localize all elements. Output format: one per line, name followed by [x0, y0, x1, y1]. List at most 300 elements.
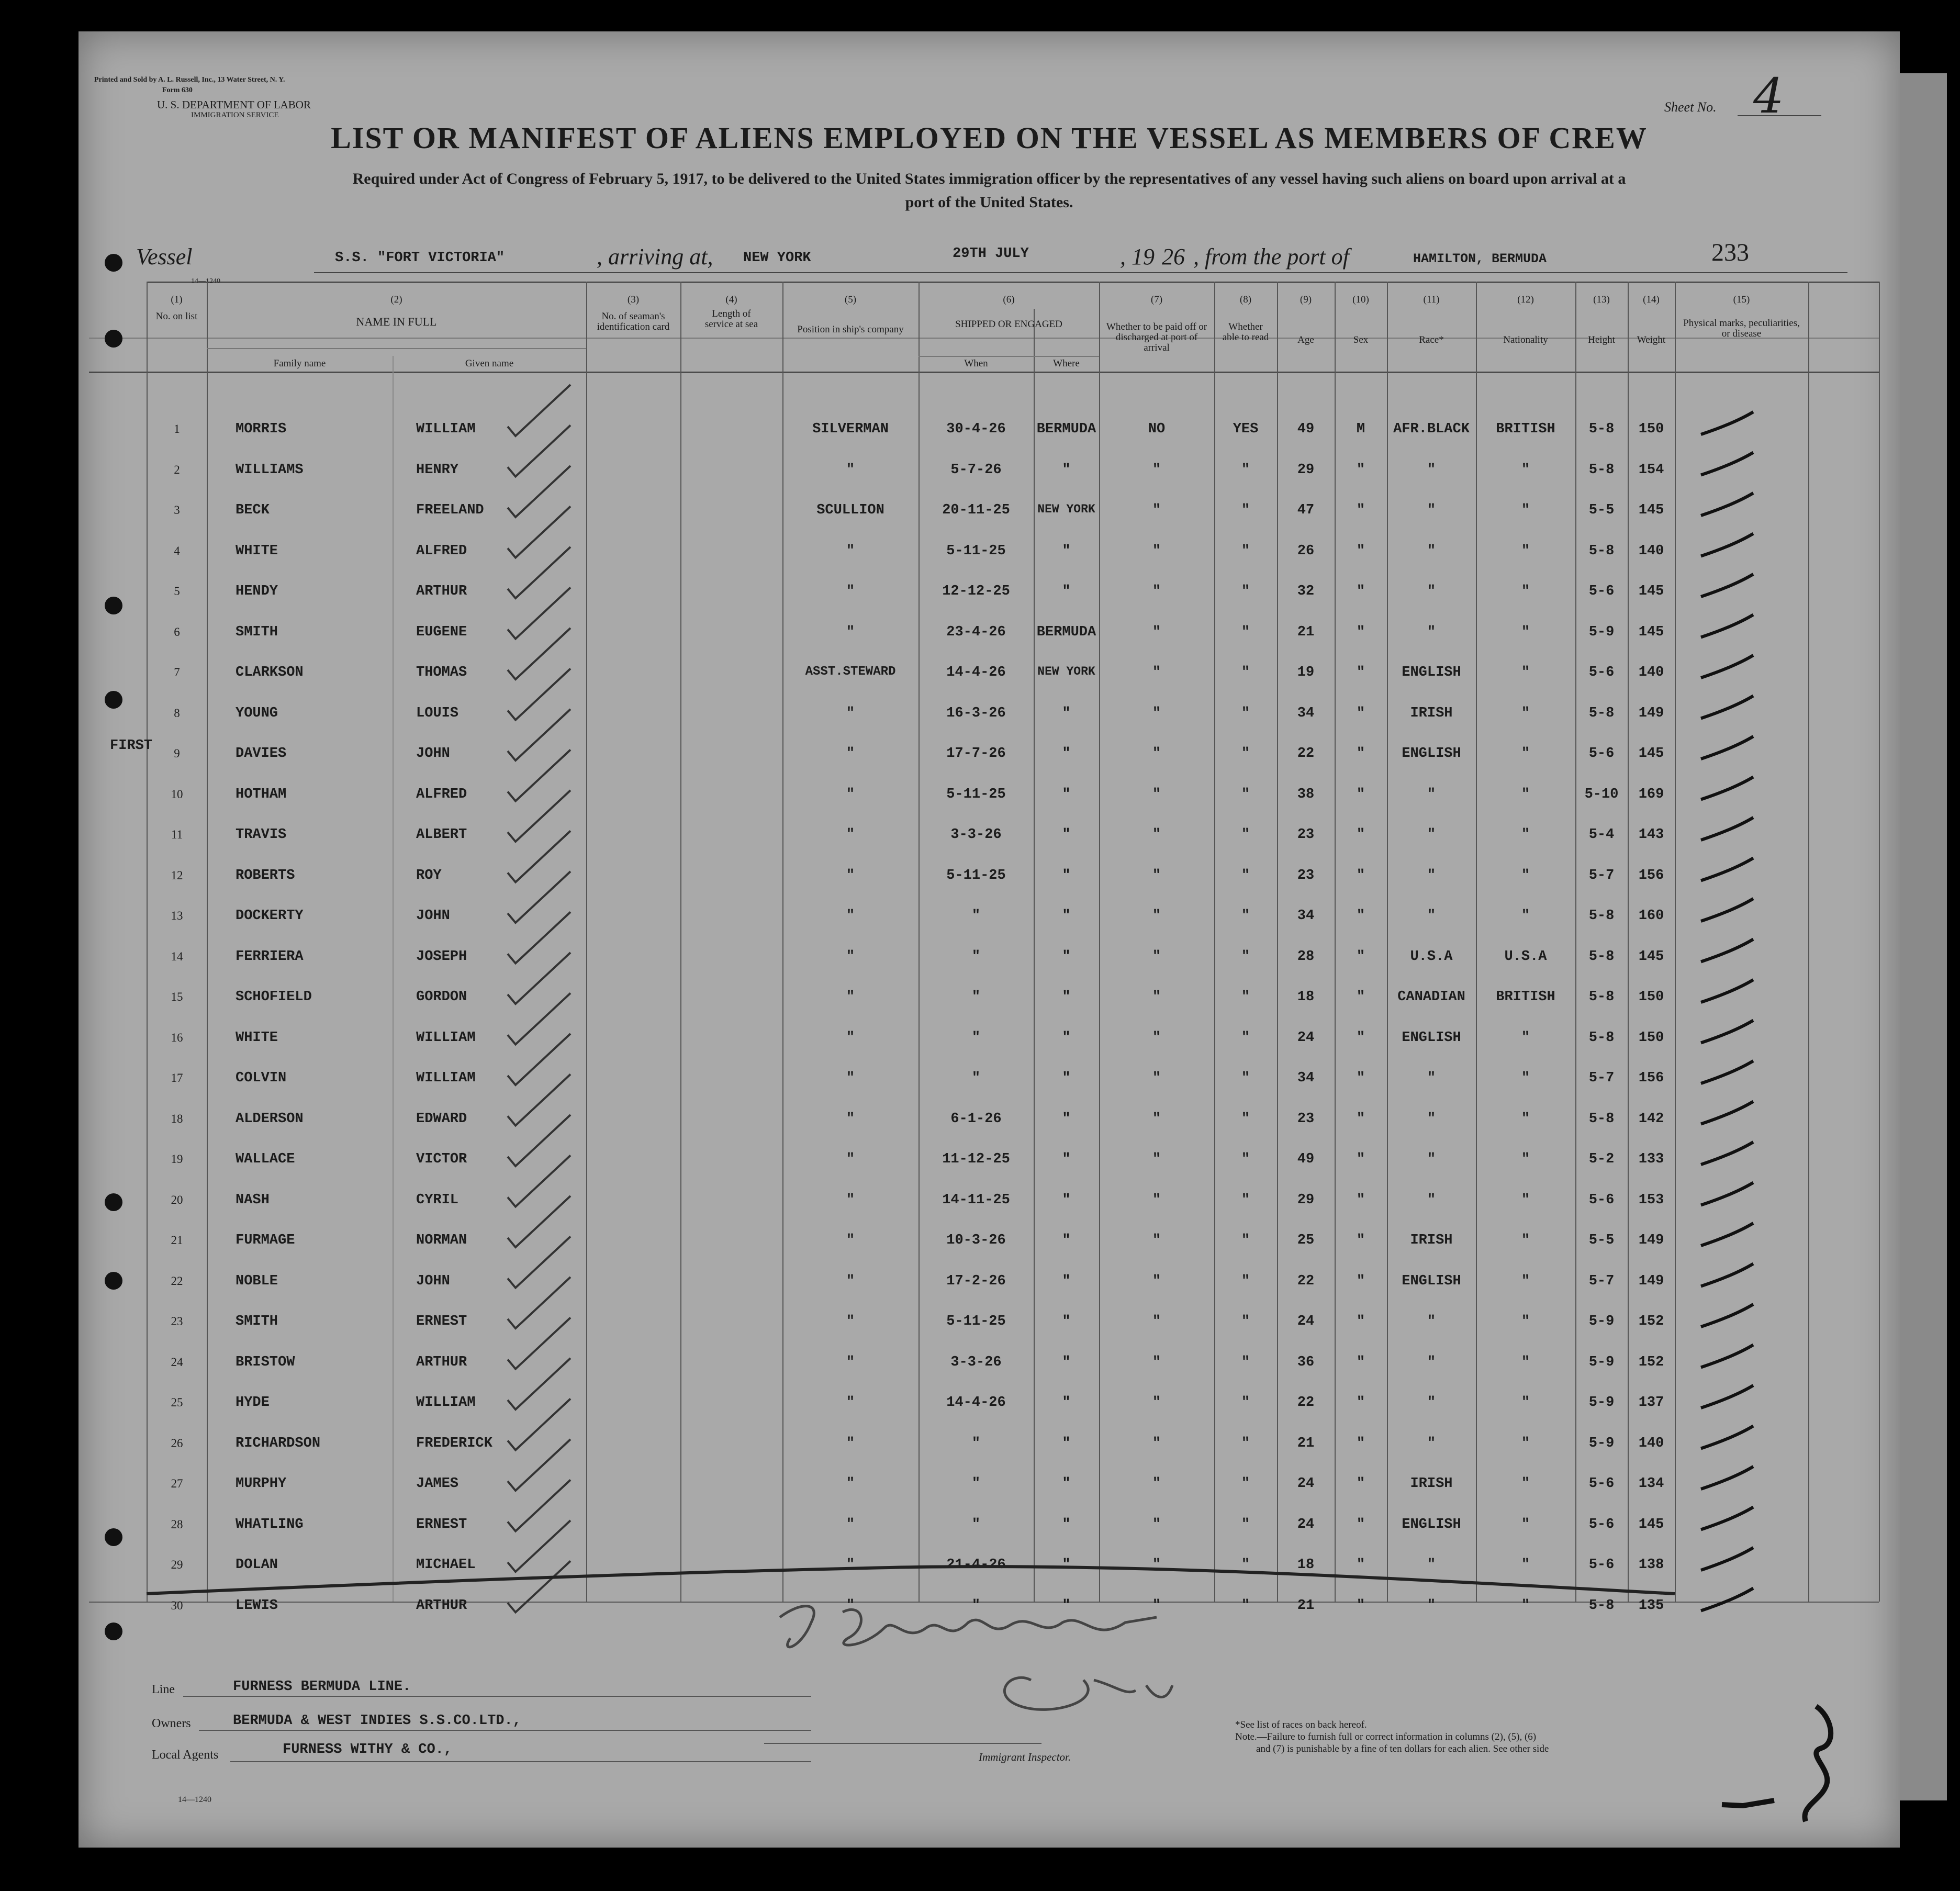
races-note: *See list of races on back hereof. — [1235, 1719, 1367, 1730]
cell-nat: " — [1521, 1192, 1530, 1208]
cell-position: " — [846, 1070, 855, 1086]
agents-underline — [230, 1761, 811, 1762]
cell-sex: " — [1356, 705, 1365, 721]
cell-paid: " — [1152, 502, 1161, 518]
cell-age: 21 — [1297, 1435, 1315, 1451]
cell-race: " — [1427, 1151, 1436, 1167]
cell-height: 5-8 — [1588, 462, 1615, 478]
margin-note: FIRST — [110, 738, 153, 754]
cell-nat: " — [1521, 1476, 1530, 1492]
where-header: Where — [1053, 358, 1080, 369]
cell-paid: " — [1152, 705, 1161, 721]
cell-nat: U.S.A — [1504, 948, 1547, 965]
margin-scribble — [1711, 1696, 1847, 1832]
departure-port: HAMILTON, BERMUDA — [1413, 251, 1547, 266]
cell-where: " — [1062, 1151, 1071, 1167]
agents-label: Local Agents — [152, 1748, 219, 1762]
family-name-header: Family name — [273, 358, 326, 369]
requirement-text-cont: port of the United States. — [905, 194, 1073, 211]
cell-when: 11-12-25 — [942, 1151, 1010, 1167]
cell-race: " — [1427, 1354, 1436, 1370]
arrival-date: 29TH JULY — [953, 246, 1029, 262]
cell-weight: 156 — [1638, 867, 1664, 883]
cell-height: 5-7 — [1588, 1070, 1615, 1086]
cell-family: ROBERTS — [236, 867, 295, 883]
cell-when: 3-3-26 — [950, 827, 1002, 843]
arriving-label: , arriving at, — [597, 244, 713, 270]
given-name-header: Given name — [465, 358, 514, 369]
cell-position: " — [846, 462, 855, 478]
cell-height: 5-4 — [1588, 827, 1615, 843]
cell-read: " — [1241, 1273, 1250, 1289]
col5-number: (5) — [844, 294, 857, 305]
cell-sex: " — [1356, 1395, 1365, 1411]
cell-height: 5-9 — [1588, 624, 1615, 640]
cell-paid: " — [1152, 1151, 1161, 1167]
cell-when: 10-3-26 — [946, 1233, 1006, 1248]
cell-when: 23-4-26 — [946, 624, 1006, 640]
cell-family: RICHARDSON — [236, 1435, 321, 1451]
cell-sex: " — [1356, 989, 1365, 1005]
cell-position: SILVERMAN — [812, 421, 889, 437]
cell-where: " — [1062, 1557, 1071, 1573]
cell-race: " — [1427, 462, 1436, 478]
cell-given: LOUIS — [416, 705, 459, 721]
cell-when: 14-4-26 — [946, 665, 1006, 680]
cell-where: " — [1062, 462, 1071, 478]
cell-weight: 145 — [1638, 502, 1664, 518]
cell-weight: 138 — [1638, 1557, 1664, 1573]
cell-read: " — [1241, 1030, 1250, 1046]
cell-family: NOBLE — [236, 1273, 278, 1289]
cell-paid: " — [1152, 584, 1161, 599]
cell-given: ARTHUR — [416, 584, 467, 599]
cell-where: " — [1062, 948, 1071, 965]
cell-paid: " — [1152, 786, 1161, 802]
col4-number: (4) — [725, 294, 737, 305]
cell-given: JAMES — [416, 1476, 459, 1492]
cell-read: " — [1241, 462, 1250, 478]
cell-weight: 169 — [1638, 786, 1664, 802]
cell-sex: " — [1356, 948, 1365, 965]
cell-nat: " — [1521, 1435, 1530, 1451]
punch-hole — [105, 1528, 122, 1546]
cell-where: " — [1062, 543, 1071, 559]
cell-nat: " — [1521, 1354, 1530, 1370]
row-number: 6 — [174, 625, 180, 639]
cell-given: ARTHUR — [416, 1354, 467, 1370]
col6-header: SHIPPED OR ENGAGED — [955, 319, 1062, 330]
cell-nat: " — [1521, 584, 1530, 599]
arrival-port: NEW YORK — [743, 250, 811, 266]
cell-given: FREELAND — [416, 502, 484, 518]
cell-age: 24 — [1297, 1030, 1315, 1046]
cell-given: FREDERICK — [416, 1435, 492, 1451]
page-title: LIST OR MANIFEST OF ALIENS EMPLOYED ON THE VESSEL AS MEMBERS OF CREW — [331, 121, 1648, 155]
row-number: 9 — [174, 747, 180, 760]
vessel-name: S.S. "FORT VICTORIA" — [335, 250, 505, 266]
cell-position: " — [846, 705, 855, 721]
cell-nat: " — [1521, 1070, 1530, 1086]
cell-race: " — [1427, 786, 1436, 802]
requirement-text: Required under Act of Congress of February 5, 1917, to be delivered to the United States immigration officer by the representatives of any vessel having such aliens on board upon arrival at a — [352, 170, 1626, 187]
cell-family: MURPHY — [236, 1476, 287, 1492]
cell-given: ROY — [416, 867, 442, 883]
row-number: 18 — [171, 1112, 183, 1125]
cell-nat: " — [1521, 502, 1530, 518]
cell-sex: " — [1356, 624, 1365, 640]
cell-sex: " — [1356, 827, 1365, 843]
cell-paid: " — [1152, 1314, 1161, 1329]
cell-race: ENGLISH — [1402, 1030, 1461, 1046]
col11-header: Race* — [1419, 334, 1444, 345]
cell-given: THOMAS — [416, 665, 467, 680]
cell-nat: " — [1521, 1557, 1530, 1573]
cell-age: 29 — [1297, 462, 1315, 478]
printer-credit: Printed and Sold by A. L. Russell, Inc., 13 Water Street, N. Y. — [94, 76, 285, 84]
cell-height: 5-6 — [1588, 665, 1615, 680]
cell-read: " — [1241, 1395, 1250, 1411]
cell-when: " — [971, 1516, 981, 1532]
cell-family: WILLIAMS — [236, 462, 304, 478]
cell-read: " — [1241, 989, 1250, 1005]
cell-race: " — [1427, 1314, 1436, 1329]
cell-read: " — [1241, 827, 1250, 843]
manifest-number: 233 — [1711, 239, 1749, 266]
cell-sex: " — [1356, 1111, 1365, 1127]
cell-where: " — [1062, 1476, 1071, 1492]
row-number: 8 — [174, 706, 180, 720]
cell-height: 5-8 — [1588, 1597, 1615, 1614]
cell-height: 5-10 — [1584, 786, 1619, 802]
cell-weight: 149 — [1638, 705, 1664, 721]
cell-where: " — [1062, 1030, 1071, 1046]
vessel-label: Vessel — [136, 244, 193, 270]
col13-header: Height — [1588, 334, 1615, 345]
line-underline — [183, 1696, 811, 1697]
cell-weight: 135 — [1638, 1597, 1664, 1614]
cell-age: 26 — [1297, 543, 1315, 559]
cell-where: " — [1062, 827, 1071, 843]
cell-race: " — [1427, 502, 1436, 518]
cell-where: " — [1062, 908, 1071, 924]
cell-when: " — [971, 1597, 981, 1614]
cell-nat: " — [1521, 1233, 1530, 1248]
cell-paid: " — [1152, 1192, 1161, 1208]
cell-read: " — [1241, 1435, 1250, 1451]
cell-position: " — [846, 1030, 855, 1046]
cell-position: ASST.STEWARD — [805, 665, 896, 679]
cell-weight: 156 — [1638, 1070, 1664, 1086]
cell-when: " — [971, 1030, 981, 1046]
cell-nat: " — [1521, 1030, 1530, 1046]
cell-height: 5-6 — [1588, 1557, 1615, 1573]
cell-given: WILLIAM — [416, 1395, 476, 1411]
cell-height: 5-6 — [1588, 1476, 1615, 1492]
cell-paid: " — [1152, 867, 1161, 883]
col1-header: No. on list — [155, 311, 198, 322]
row-number: 5 — [174, 585, 180, 598]
cell-given: ALFRED — [416, 543, 467, 559]
cell-nat: " — [1521, 827, 1530, 843]
cell-height: 5-8 — [1588, 705, 1615, 721]
cell-age: 18 — [1297, 1557, 1315, 1573]
cell-where: " — [1062, 1597, 1071, 1614]
cell-height: 5-6 — [1588, 746, 1615, 762]
row-number: 24 — [171, 1355, 183, 1369]
cell-family: COLVIN — [236, 1070, 287, 1086]
cell-paid: " — [1152, 1354, 1161, 1370]
cell-age: 38 — [1297, 786, 1315, 802]
cell-when: 14-4-26 — [946, 1395, 1006, 1411]
cell-weight: 150 — [1638, 1030, 1664, 1046]
col1-number: (1) — [171, 294, 183, 305]
col8-number: (8) — [1239, 294, 1252, 305]
cell-age: 28 — [1297, 948, 1315, 965]
cell-sex: " — [1356, 1233, 1365, 1248]
owners-underline — [199, 1730, 811, 1731]
cell-age: 29 — [1297, 1192, 1315, 1208]
cell-read: " — [1241, 665, 1250, 680]
cell-family: DAVIES — [236, 746, 287, 762]
cell-where: " — [1062, 1111, 1071, 1127]
col10-number: (10) — [1352, 294, 1369, 305]
cell-height: 5-2 — [1588, 1151, 1615, 1167]
col11-number: (11) — [1423, 294, 1440, 305]
row-number: 4 — [174, 544, 180, 557]
cell-family: ALDERSON — [236, 1111, 304, 1127]
cell-family: SMITH — [236, 1314, 278, 1329]
cell-nat: " — [1521, 1395, 1530, 1411]
cell-nat: " — [1521, 746, 1530, 762]
sheet-label: Sheet No. — [1664, 99, 1717, 115]
cell-read: " — [1241, 1557, 1250, 1573]
cell-paid: " — [1152, 1557, 1161, 1573]
cell-sex: " — [1356, 584, 1365, 599]
owners-label: Owners — [152, 1717, 191, 1730]
cell-paid: " — [1152, 989, 1161, 1005]
cell-sex: " — [1356, 502, 1365, 518]
cell-when: 3-3-26 — [950, 1354, 1002, 1370]
cell-height: 5-7 — [1588, 867, 1615, 883]
cell-weight: 142 — [1638, 1111, 1664, 1127]
cell-when: 17-7-26 — [946, 746, 1006, 762]
cell-position: " — [846, 1233, 855, 1248]
cell-family: TRAVIS — [236, 827, 287, 843]
cell-race: ENGLISH — [1402, 1273, 1461, 1289]
cell-family: FURMAGE — [236, 1233, 295, 1248]
cell-paid: " — [1152, 462, 1161, 478]
cell-nat: " — [1521, 1151, 1530, 1167]
cell-paid: " — [1152, 624, 1161, 640]
cell-family: CLARKSON — [236, 665, 304, 680]
cell-read: " — [1241, 948, 1250, 965]
cell-age: 36 — [1297, 1354, 1315, 1370]
row-number: 16 — [171, 1031, 183, 1044]
cell-position: " — [846, 1151, 855, 1167]
cell-when: 12-12-25 — [942, 584, 1010, 599]
cell-position: " — [846, 908, 855, 924]
cell-family: DOCKERTY — [236, 908, 304, 924]
cell-where: " — [1062, 1354, 1071, 1370]
cell-paid: " — [1152, 908, 1161, 924]
cell-race: ENGLISH — [1402, 1516, 1461, 1532]
col12-number: (12) — [1517, 294, 1534, 305]
cell-age: 24 — [1297, 1516, 1315, 1532]
cell-read: " — [1241, 1070, 1250, 1086]
service-name: IMMIGRATION SERVICE — [191, 111, 279, 119]
cell-when: " — [971, 948, 981, 965]
when-header: When — [964, 358, 988, 369]
cell-when: 16-3-26 — [946, 705, 1006, 721]
cell-age: 24 — [1297, 1314, 1315, 1329]
cell-where: " — [1062, 1516, 1071, 1532]
cell-where: " — [1062, 705, 1071, 721]
cell-when: 14-11-25 — [942, 1192, 1010, 1208]
cell-nat: " — [1521, 908, 1530, 924]
cell-given: EUGENE — [416, 624, 467, 640]
cell-race: IRISH — [1410, 1233, 1453, 1248]
cell-given: ERNEST — [416, 1314, 467, 1329]
cell-height: 5-6 — [1588, 1192, 1615, 1208]
penalty-note-cont: and (7) is punishable by a fine of ten dollars for each alien. See other side — [1256, 1743, 1549, 1754]
cell-height: 5-6 — [1588, 1516, 1615, 1532]
cell-where: NEW YORK — [1037, 665, 1095, 678]
cell-where: " — [1062, 1233, 1071, 1248]
sheet-number: 4 — [1753, 68, 1784, 124]
cell-given: JOHN — [416, 746, 450, 762]
cell-nat: " — [1521, 1597, 1530, 1614]
cell-position: " — [846, 584, 855, 599]
cell-nat: " — [1521, 665, 1530, 680]
cell-age: 34 — [1297, 1070, 1315, 1086]
cell-family: FERRIERA — [236, 948, 304, 965]
cell-position: " — [846, 948, 855, 965]
cell-given: WILLIAM — [416, 421, 476, 437]
cell-weight: 145 — [1638, 1516, 1664, 1532]
cell-where: BERMUDA — [1036, 421, 1096, 437]
cell-where: " — [1062, 1395, 1071, 1411]
cell-weight: 150 — [1638, 989, 1664, 1005]
row-number: 26 — [171, 1436, 183, 1450]
cell-height: 5-8 — [1588, 908, 1615, 924]
row-number: 23 — [171, 1315, 183, 1328]
col14-number: (14) — [1643, 294, 1660, 305]
cell-race: ENGLISH — [1402, 665, 1461, 680]
cell-paid: " — [1152, 1597, 1161, 1614]
cell-family: WHATLING — [236, 1516, 304, 1532]
cell-given: GORDON — [416, 989, 467, 1005]
cell-race: " — [1427, 543, 1436, 559]
cell-when: 20-11-25 — [942, 502, 1010, 518]
cell-where: " — [1062, 746, 1071, 762]
cell-position: " — [846, 827, 855, 843]
cell-position: " — [846, 1597, 855, 1614]
col9-header: Age — [1297, 334, 1314, 345]
inspector-line — [764, 1743, 1041, 1744]
cell-position: " — [846, 1557, 855, 1573]
cell-read: " — [1241, 908, 1250, 924]
cell-when: " — [971, 1070, 981, 1086]
cell-when: " — [971, 989, 981, 1005]
cell-age: 23 — [1297, 827, 1315, 843]
cell-sex: M — [1356, 421, 1365, 437]
cell-height: 5-7 — [1588, 1273, 1615, 1289]
punch-hole — [105, 330, 122, 348]
cell-where: " — [1062, 786, 1071, 802]
cell-paid: NO — [1148, 421, 1166, 437]
col15-header: Physical marks, peculiarities, or disease — [1683, 318, 1800, 339]
cell-read: " — [1241, 746, 1250, 762]
cell-height: 5-9 — [1588, 1395, 1615, 1411]
cell-given: WILLIAM — [416, 1030, 476, 1046]
cell-nat: BRITISH — [1496, 989, 1555, 1005]
cell-age: 49 — [1297, 1151, 1315, 1167]
col2-header: NAME IN FULL — [356, 315, 437, 328]
cell-paid: " — [1152, 1233, 1161, 1248]
cell-sex: " — [1356, 1192, 1365, 1208]
cell-position: " — [846, 1476, 855, 1492]
cell-sex: " — [1356, 1476, 1365, 1492]
cell-race: " — [1427, 908, 1436, 924]
cell-sex: " — [1356, 1151, 1365, 1167]
cell-paid: " — [1152, 1395, 1161, 1411]
cell-when: 17-2-26 — [946, 1273, 1006, 1289]
inspector-signature — [759, 1581, 1282, 1738]
cell-weight: 153 — [1638, 1192, 1664, 1208]
cell-read: YES — [1233, 421, 1259, 437]
cell-age: 18 — [1297, 989, 1315, 1005]
cell-given: MICHAEL — [416, 1557, 476, 1573]
cell-position: " — [846, 1192, 855, 1208]
row-number: 2 — [174, 463, 180, 476]
cell-given: ERNEST — [416, 1516, 467, 1532]
punch-hole — [105, 254, 122, 272]
cell-sex: " — [1356, 867, 1365, 883]
cell-when: 5-11-25 — [946, 786, 1006, 802]
cell-height: 5-5 — [1588, 1233, 1615, 1248]
cell-weight: 160 — [1638, 908, 1664, 924]
cell-given: ARTHUR — [416, 1597, 467, 1614]
cell-age: 23 — [1297, 867, 1315, 883]
cell-read: " — [1241, 1597, 1250, 1614]
cell-nat: " — [1521, 543, 1530, 559]
cell-where: " — [1062, 867, 1071, 883]
cell-where: " — [1062, 1273, 1071, 1289]
cell-read: " — [1241, 543, 1250, 559]
col3-header: No. of seaman's identification card — [597, 311, 670, 332]
col9-number: (9) — [1300, 294, 1312, 305]
line-name: FURNESS BERMUDA LINE. — [233, 1679, 411, 1695]
form-ref-bottom: 14—1240 — [178, 1795, 211, 1804]
from-port-label: , from the port of — [1193, 244, 1349, 270]
cell-family: YOUNG — [236, 705, 278, 721]
col12-header: Nationality — [1503, 334, 1548, 345]
cell-family: SMITH — [236, 624, 278, 640]
cell-where: " — [1062, 1435, 1071, 1451]
col15-number: (15) — [1733, 294, 1750, 305]
cell-given: JOSEPH — [416, 948, 467, 965]
strike-line — [79, 31, 1900, 1848]
cell-family: BECK — [236, 502, 270, 518]
cell-age: 22 — [1297, 1395, 1315, 1411]
cell-when: 6-1-26 — [950, 1111, 1002, 1127]
cell-race: CANADIAN — [1397, 989, 1465, 1005]
cell-paid: " — [1152, 543, 1161, 559]
cell-paid: " — [1152, 665, 1161, 680]
cell-race: " — [1427, 827, 1436, 843]
cell-position: " — [846, 1395, 855, 1411]
